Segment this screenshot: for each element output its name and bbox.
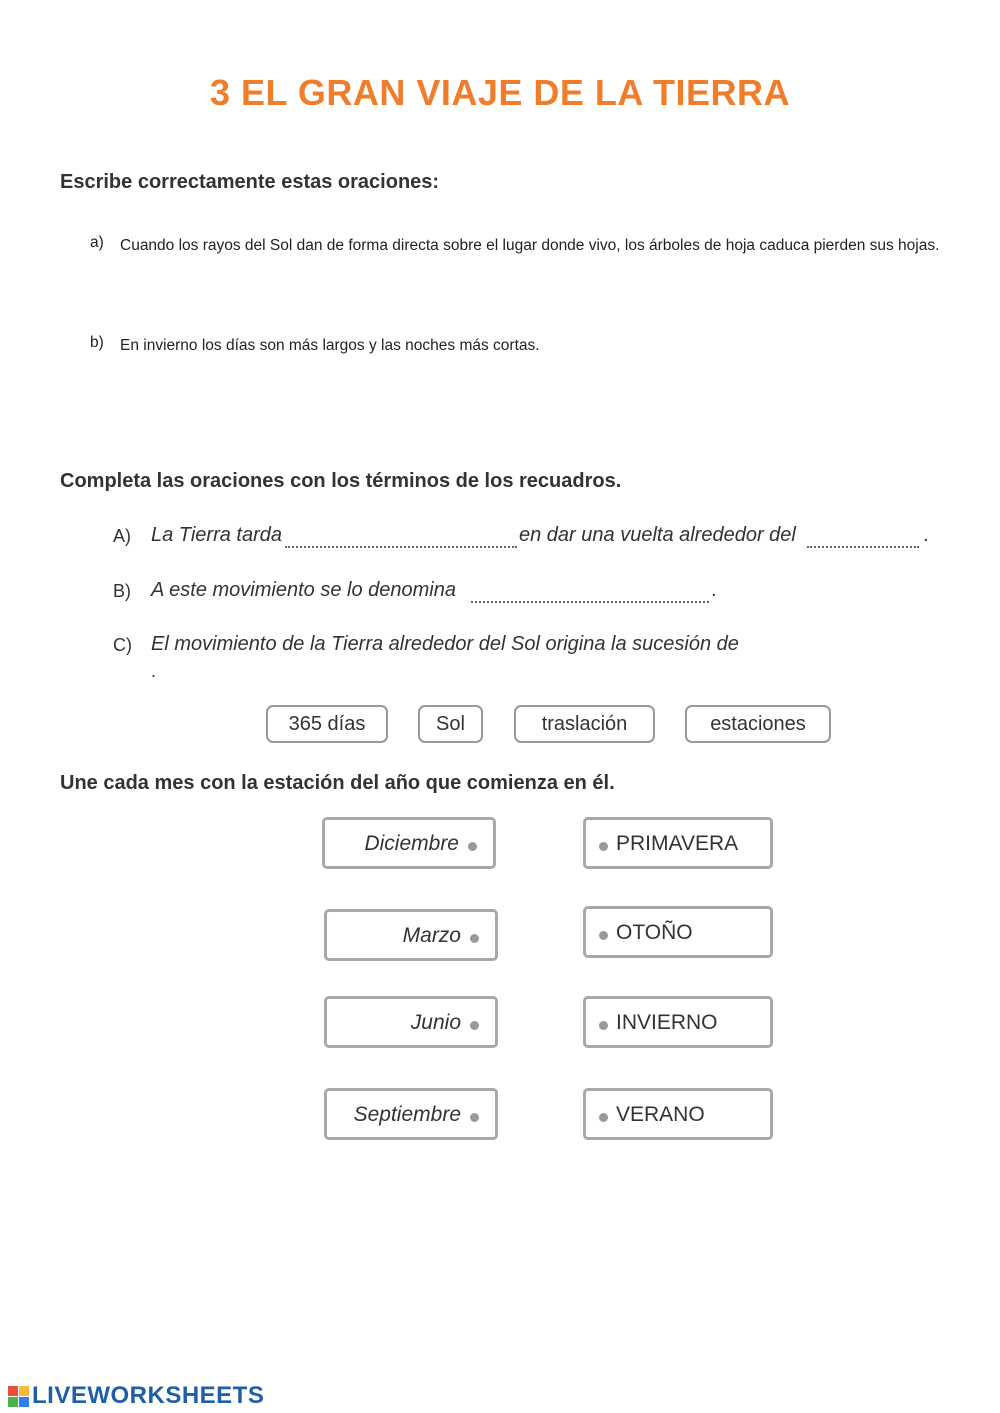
question-a-end: . (923, 524, 929, 546)
match-dot-icon[interactable] (470, 934, 479, 943)
logo-text: LIVEWORKSHEETS (32, 1382, 265, 1409)
word-box-traslacion[interactable]: traslación (514, 705, 655, 743)
season-box-invierno[interactable] (583, 996, 773, 1048)
question-a-part1: La Tierra tarda (151, 524, 282, 546)
word-box-estaciones[interactable]: estaciones (685, 705, 831, 743)
liveworksheets-logo (8, 1382, 264, 1410)
season-box-otono[interactable] (583, 906, 773, 958)
season-label: PRIMAVERA (616, 832, 739, 855)
month-label: Junio (410, 1011, 461, 1034)
sentence-b-text: En invierno los días son más largos y las noches más cortas. (120, 337, 540, 354)
question-b-label: B) (113, 581, 131, 601)
match-dot-icon[interactable] (468, 842, 477, 851)
logo-square (19, 1397, 29, 1407)
match-dot-icon[interactable] (470, 1113, 479, 1122)
match-dot-icon[interactable] (599, 1113, 608, 1122)
question-a-label: A) (113, 526, 131, 546)
blank-a1[interactable] (285, 532, 517, 548)
match-dot-icon[interactable] (599, 1021, 608, 1030)
word-box-sol[interactable]: Sol (418, 705, 483, 743)
question-c-label: C) (113, 635, 132, 655)
month-box-diciembre[interactable] (322, 817, 496, 869)
logo-mark-icon (8, 1386, 29, 1407)
season-box-primavera[interactable] (583, 817, 773, 869)
month-label: Septiembre (353, 1103, 461, 1126)
logo-square (19, 1386, 29, 1396)
question-b (113, 579, 943, 609)
word-box-365-dias[interactable]: 365 días (266, 705, 388, 743)
season-box-verano[interactable] (583, 1088, 773, 1140)
question-b-end: . (711, 579, 717, 601)
month-box-marzo[interactable] (324, 909, 498, 961)
match-dot-icon[interactable] (599, 842, 608, 851)
question-c-end: . (151, 661, 157, 681)
section1-heading: Escribe correctamente estas oraciones: (60, 171, 440, 193)
month-box-septiembre[interactable] (324, 1088, 498, 1140)
month-box-junio[interactable] (324, 996, 498, 1048)
page-title: 3 EL GRAN VIAJE DE LA TIERRA (209, 72, 791, 113)
logo-square (8, 1397, 18, 1407)
section3-heading: Une cada mes con la estación del año que comienza en él. (60, 772, 615, 794)
logo-square (8, 1386, 18, 1396)
question-c (113, 633, 943, 689)
month-label: Diciembre (364, 832, 459, 855)
section2-heading: Completa las oraciones con los términos de los recuadros. (60, 470, 622, 492)
blank-a2[interactable] (807, 532, 919, 548)
question-b-part1: A este movimiento se lo denomina (151, 579, 456, 601)
blank-b[interactable] (471, 587, 709, 603)
match-dot-icon[interactable] (599, 931, 608, 940)
question-a (113, 524, 943, 554)
season-label: VERANO (616, 1103, 705, 1126)
match-dot-icon[interactable] (470, 1021, 479, 1030)
season-label: INVIERNO (616, 1011, 718, 1034)
sentence-b (90, 334, 950, 360)
sentence-a-label: a) (90, 234, 104, 251)
sentence-a-text: Cuando los rayos del Sol dan de forma directa sobre el lugar donde vivo, los árboles de hoja caduca pierden sus hojas. (120, 237, 940, 254)
question-c-part1: El movimiento de la Tierra alrededor del Sol origina la sucesión de (151, 633, 739, 655)
question-a-part2: en dar una vuelta alrededor del (519, 524, 796, 546)
sentence-a (90, 234, 950, 284)
season-label: OTOÑO (616, 921, 693, 944)
month-label: Marzo (402, 924, 461, 947)
sentence-b-label: b) (90, 334, 104, 351)
